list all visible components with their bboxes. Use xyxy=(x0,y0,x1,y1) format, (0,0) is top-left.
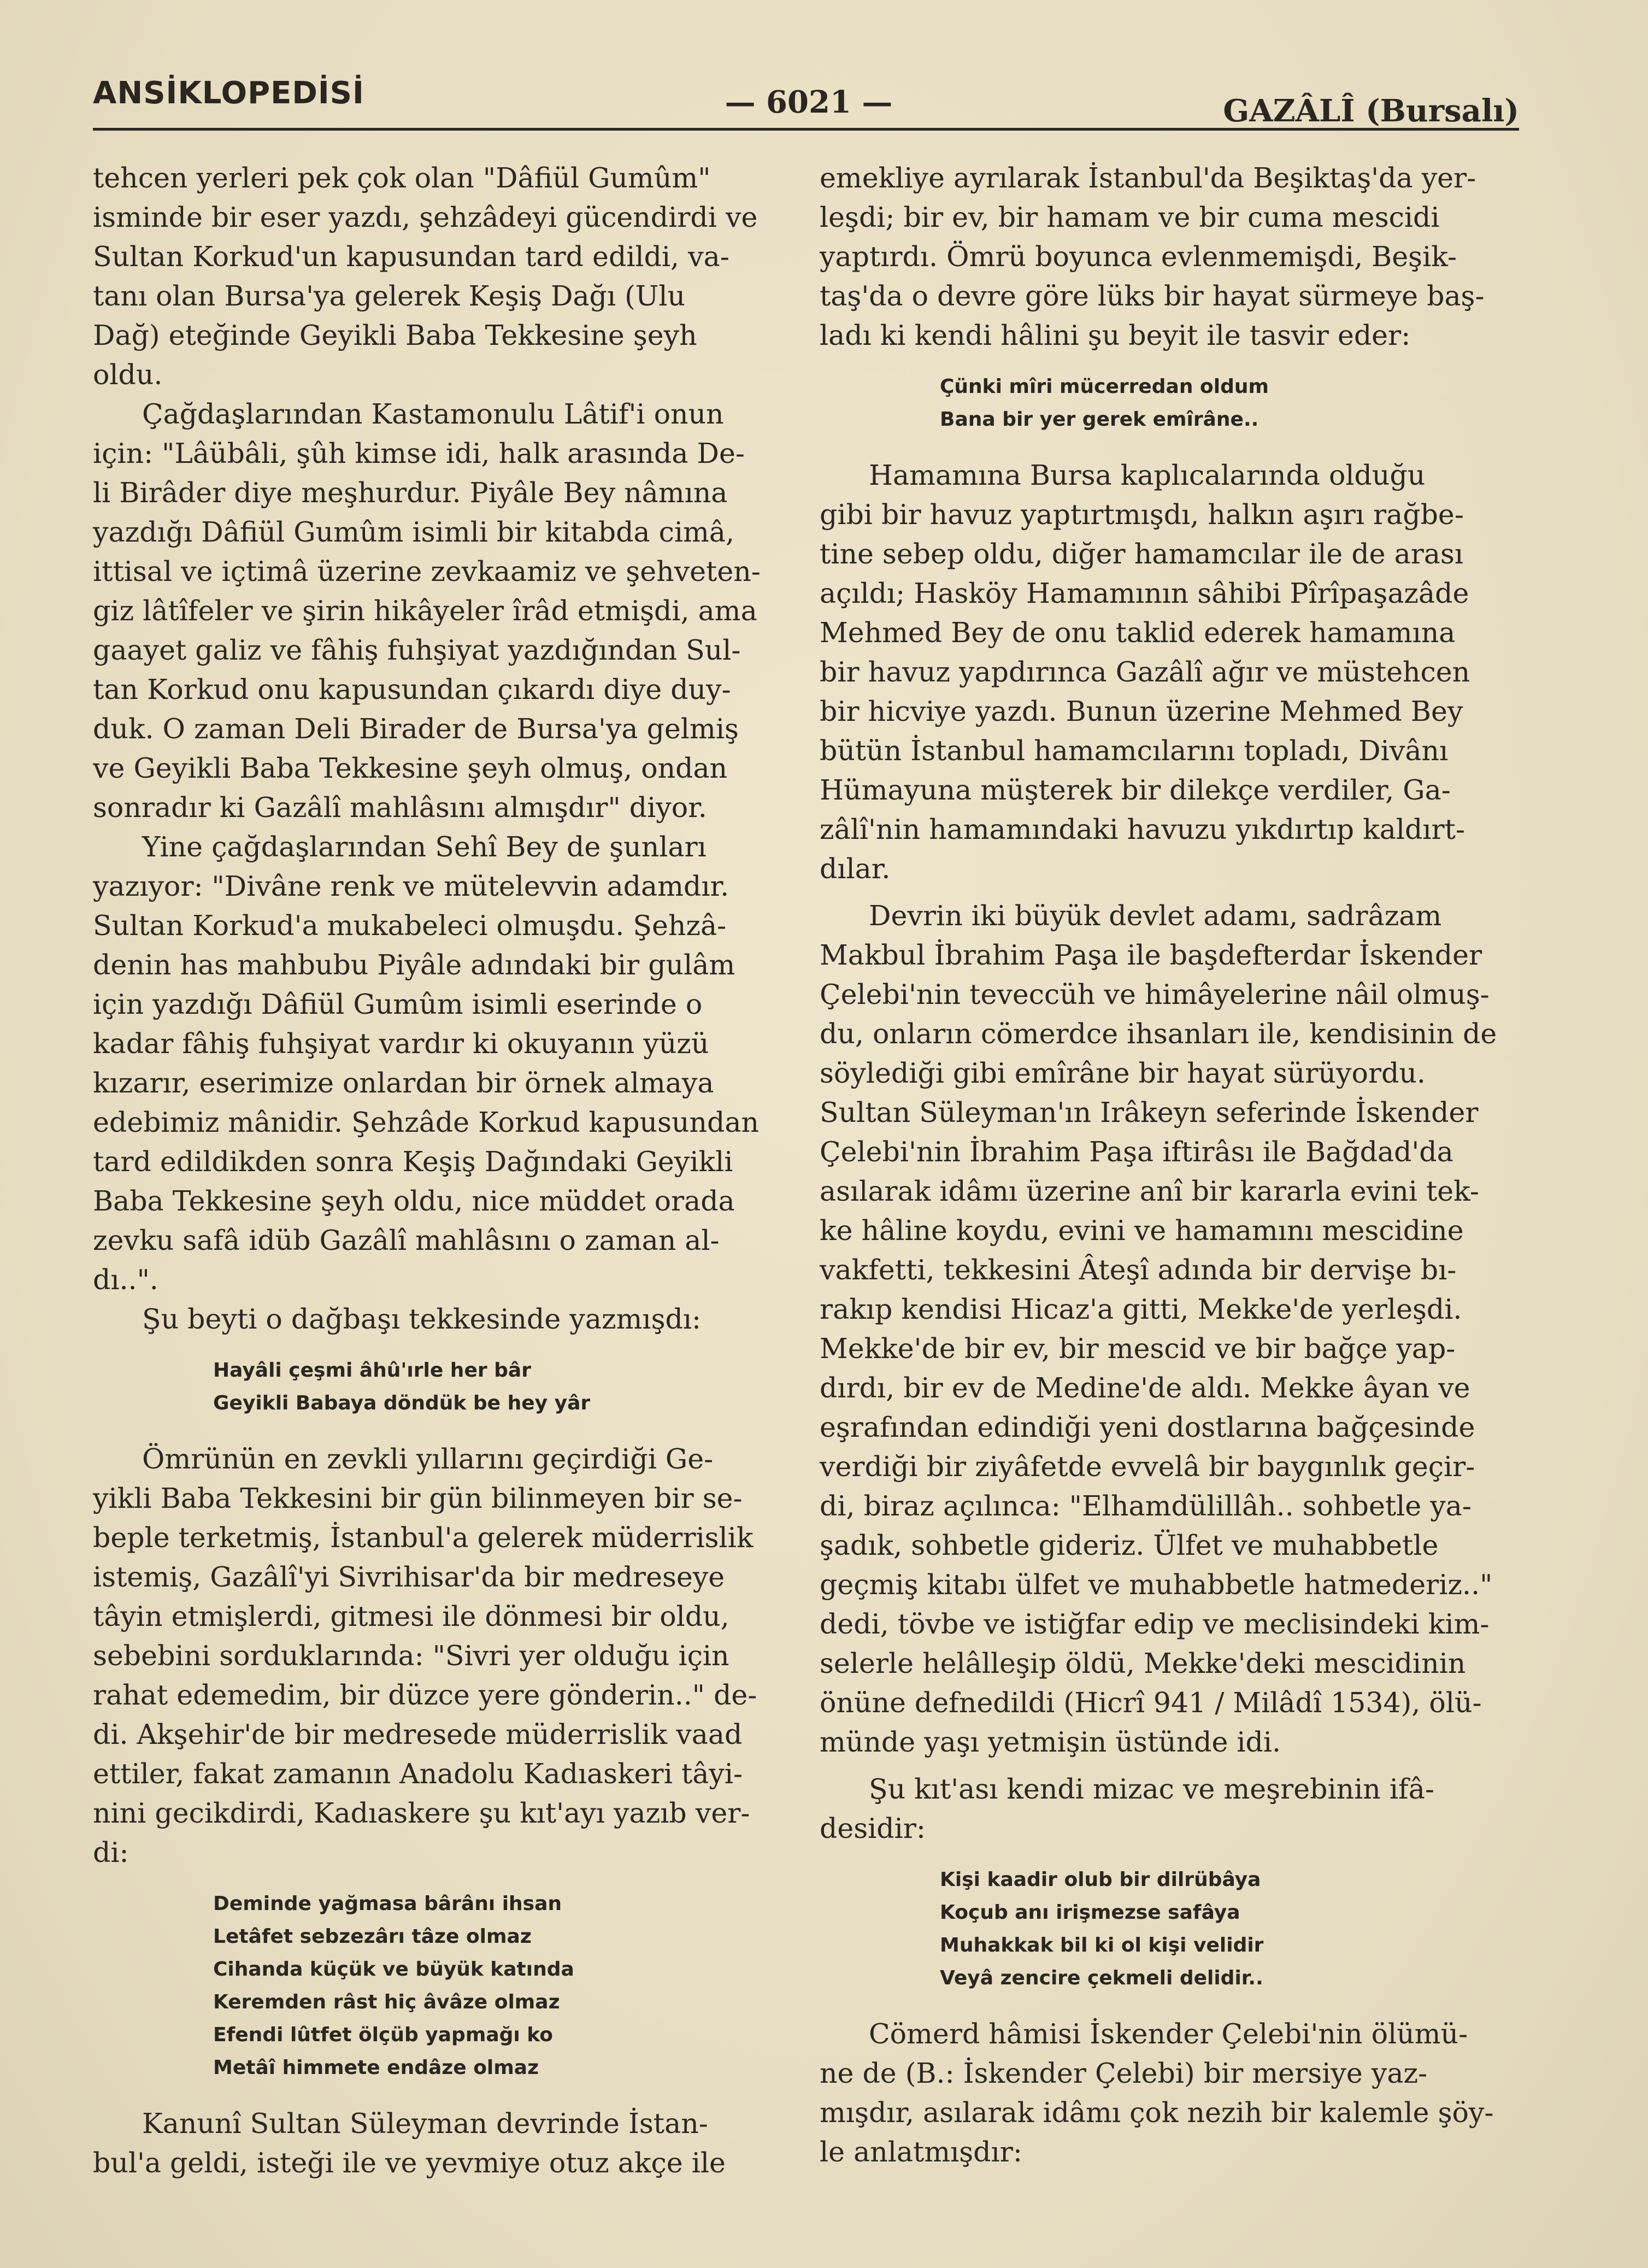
paragraph: Cömerd hâmisi İskender Çelebi'nin ölümü- ne de (B.: İskender Çelebi) bir mersiye yaz- mışdır, asılarak idâmı çok nezih bir kalemle şöy- le anlatmışdır: xyxy=(820,2018,1494,2168)
paragraph: Kanunî Sultan Süleyman devrinde İstan- bul'a geldi, isteği ile ve yevmiye otuz akçe ile xyxy=(93,2107,726,2179)
verse-couplet xyxy=(940,371,1519,436)
article-title: GAZÂLÎ (Bursalı) xyxy=(1223,93,1519,129)
verse-line: Koçub anı irişmezse safâya xyxy=(940,1901,1240,1924)
encyclopedia-title: ANSİKLOPEDİSİ xyxy=(93,75,364,111)
right-column xyxy=(820,158,1519,2172)
verse-couplet xyxy=(213,1354,781,1420)
verse-line: Bana bir yer gerek emîrâne.. xyxy=(940,408,1259,431)
paragraph: Yine çağdaşlarından Sehî Bey de şunları yazıyor: "Divâne renk ve mütelevvin adamdır. Sultan Korkud'a mukabeleci olmuşdu. Şehzâ- denin has mahbubu Piyâle adındaki bir gulâm için yazdığı Dâfiül Gumûm isimli eserinde o kadar fâhiş fuhşiyat vardır ki okuyanın yüzü kızarır, eserimize onlardan bir örnek almaya edebimiz mânidir. Şehzâde Korkud kapusundan tard edildikden sonra Keşiş Dağındaki Geyikli Baba Tekkesine şeyh oldu, nice müddet orada zevku safâ idüb Gazâlî mahlâsını o zaman al- dı..". xyxy=(93,831,760,1296)
paragraph: tehcen yerleri pek çok olan "Dâfiül Gumûm" isminde bir eser yazdı, şehzâdeyi gücendirdi ve Sultan Korkud'un kapusundan tard edildi, va- tanı olan Bursa'ya gelerek Keşiş Dağı (Ulu Dağ) eteğinde Geyikli Baba Tekkesine şeyh oldu. xyxy=(93,162,758,391)
verse-line: Kişi kaadir olub bir dilrübâya xyxy=(940,1869,1261,1891)
verse-line: Letâfet sebzezârı tâze olmaz xyxy=(213,1925,532,1948)
paragraph: Ömrünün en zevkli yıllarını geçirdiği Ge- yikli Baba Tekkesini bir gün bilinmeyen bir se- beple terketmiş, İstanbul'a gelerek müderrislik istemiş, Gazâlî'yi Sivrihisar'da bir medreseye tâyin etmişlerdi, gitmesi ile dönmesi bir oldu, sebebini sorduklarında: "Sivri yer olduğu için rahat edemedim, bir düzce yere gönderin.." de- di. Akşehir'de bir medresede müderrislik vaad ettiler, fakat zamanın Anadolu Kadıaskeri tâyi- nini gecikdirdi, Kadıaskere şu kıt'ayı yazıb ver- di: xyxy=(93,1443,757,1869)
left-column xyxy=(93,158,781,2183)
verse-line: Deminde yağmasa bârânı ihsan xyxy=(213,1893,562,1915)
paragraph: Şu kıt'ası kendi mizac ve meşrebinin ifâ- desidir: xyxy=(820,1773,1434,1844)
verse-line: Geyikli Babaya döndük be hey yâr xyxy=(213,1392,591,1414)
header-rule xyxy=(93,128,1519,131)
paragraph: Şu beyti o dağbaşı tekkesinde yazmışdı: xyxy=(142,1303,701,1335)
paragraph: Devrin iki büyük devlet adamı, sadrâzam Makbul İbrahim Paşa ile başdefterdar İskender Çelebi'nin teveccüh ve himâyelerine nâil olmuş- du, onların cömerdce ihsanları ile, kendisinin de söylediği gibi emîrâne bir hayat sürüyordu. Sultan Süleyman'ın Irâkeyn seferinde İskender Çelebi'nin İbrahim Paşa iftirâsı ile Bağdad'da asılarak idâmı üzerine anî bir kararla evini tek- ke hâline koydu, evini ve hamamını mescidine vakfetti, tekkesini Âteşî adında bir dervişe bı- rakıp kendisi Hicaz'a gitti, Mekke'de yerleşdi. Mekke'de bir ev, bir mescid ve bir bağçe yap- dırdı, bir ev de Medine'de aldı. Mekke âyan ve eşrafından edindiği yeni dostlarına bağçesinde verdiği bir ziyâfetde evvelâ bir baygınlık geçir- di, biraz açılınca: "Elhamdülillâh.. sohbetle ya- şadık, sohbetle gideriz. Ülfet ve muhabbetle geçmiş kitabı ülfet ve muhabbetle hatmederiz.." dedi, tövbe ve istiğfar edip ve meclisindeki kim- selerle helâlleşip öldü, Mekke'deki mescidinin önüne defnedildi (Hicrî 941 / Milâdî 1534), ölü- münde yaşı yetmişin üstünde idi. xyxy=(820,900,1497,1758)
paragraph: Çağdaşlarından Kastamonulu Lâtif'i onun için: "Lâübâli, şûh kimse idi, halk arasında De- li Birâder diye meşhurdur. Piyâle Bey nâmına yazdığı Dâfiül Gumûm isimli bir kitabda cimâ, ittisal ve içtimâ üzerine zevkaamiz ve şehveten- giz lâtîfeler ve şirin hikâyeler îrâd etmişdi, ama gaayet galiz ve fâhiş fuhşiyat yazdığından Sul- tan Korkud onu kapusundan çıkardı diye duy- duk. O zaman Deli Birader de Bursa'ya gelmiş ve Geyikli Baba Tekkesine şeyh olmuş, ondan sonradır ki Gazâlî mahlâsını almışdır" diyor. xyxy=(93,398,761,824)
page-number: — 6021 — xyxy=(725,84,893,120)
verse-line: Keremden râst hiç âvâze olmaz xyxy=(213,1991,560,2013)
paragraph: Hamamına Bursa kaplıcalarında olduğu gibi bir havuz yaptırtmışdı, halkın aşırı rağbe- tine sebep oldu, diğer hamamcılar ile de arası açıldı; Hasköy Hamamının sâhibi Pîrîpaşazâde Mehmed Bey de onu taklid ederek hamamına bir havuz yapdırınca Gazâlî ağır ve müstehcen bir hicviye yazdı. Bunun üzerine Mehmed Bey bütün İstanbul hamamcılarını topladı, Divânı Hümayuna müşterek bir dilekçe verdiler, Ga- zâlî'nin hamamındaki havuzu yıkdırtıp kaldırt- dılar. xyxy=(820,459,1470,885)
paragraph: emekliye ayrılarak İstanbul'da Beşiktaş'da yer- leşdi; bir ev, bir hamam ve bir cuma mescidi yaptırdı. Ömrü boyunca evlenmemişdi, Beşik- taş'da o devre göre lüks bir hayat sürmeye baş- ladı ki kendi hâlini şu beyit ile tasvir eder: xyxy=(820,162,1485,351)
verse-line: Cihanda küçük ve büyük katında xyxy=(213,1958,574,1981)
verse-stanza xyxy=(213,1888,781,2084)
verse-line: Hayâli çeşmi âhû'ırle her bâr xyxy=(213,1359,531,1382)
verse-line: Muhakkak bil ki ol kişi velidir xyxy=(940,1934,1264,1956)
verse-line: Çünki mîri mücerredan oldum xyxy=(940,375,1269,398)
verse-line: Veyâ zencire çekmeli delidir.. xyxy=(940,1967,1263,1989)
verse-line: Metâî himmete endâze olmaz xyxy=(213,2057,539,2079)
verse-line: Efendi lûtfet ölçüb yapmağı ko xyxy=(213,2024,553,2046)
page-header xyxy=(93,71,1519,131)
verse-stanza xyxy=(940,1864,1519,1995)
